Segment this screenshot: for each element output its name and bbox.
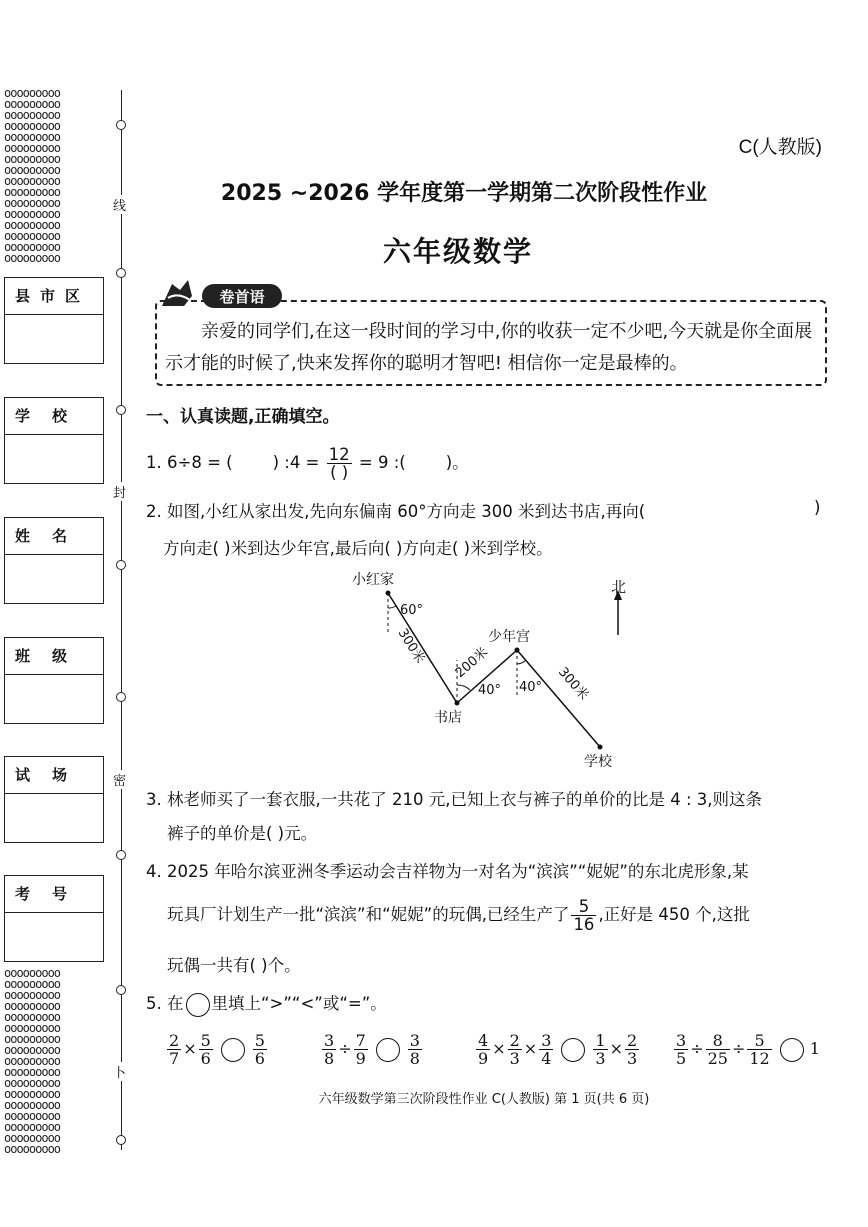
compare-answer-circle[interactable]	[561, 1038, 585, 1062]
q1-fraction-numerator: 12	[328, 445, 350, 464]
question-3-line-1: 3. 林老师买了一套衣服,一共花了 210 元,已知上衣与裤子的单价的比是 4 : 3,则这条	[146, 790, 762, 809]
info-field-label: 县市区	[5, 278, 103, 315]
q4-text-b: ,正好是 450 个,这批	[598, 905, 750, 924]
question-4-line-1: 4. 2025 年哈尔滨亚洲冬季运动会吉祥物为一对名为“滨滨”“妮妮”的东北虎形象,某	[146, 862, 749, 881]
binding-char-seal: 封	[113, 482, 126, 501]
operator: ×	[523, 1039, 538, 1058]
decorative-dot-pattern-top: ooooooooo ooooooooo ooooooooo ooooooooo ooooooooo ooooooooo ooooooooo ooooooooo ooooooooo ooooooooo ooooooooo ooooooooo ooooooooo ooooooooo ooooooooo ooooooooo	[4, 86, 61, 265]
frac-num: 7	[355, 1031, 366, 1050]
label-north: 北	[611, 578, 627, 596]
q1-number: 1.	[146, 453, 162, 472]
frac-den: 9	[355, 1049, 366, 1068]
binding-ring	[116, 405, 126, 415]
info-field-blank[interactable]	[5, 435, 103, 483]
label-home: 小红家	[352, 572, 394, 588]
operator: ×	[492, 1039, 506, 1058]
frac-num: 3	[676, 1031, 687, 1050]
frac-num: 3	[409, 1031, 420, 1050]
q4-fraction	[571, 898, 596, 933]
point-bookstore	[455, 701, 460, 706]
greeting-tag: 卷首语	[219, 288, 265, 306]
binding-ring	[116, 850, 126, 860]
q4-fraction-denominator: 16	[573, 915, 595, 934]
label-angle-40-b: 40°	[519, 680, 543, 695]
point-palace	[515, 648, 520, 653]
point-home	[386, 591, 391, 596]
binding-char-bottom: 卜	[113, 1062, 126, 1081]
frac-num: 2	[626, 1031, 638, 1050]
compare-expression-2	[320, 1032, 424, 1067]
info-field-label: 班级	[5, 638, 103, 675]
compare-expression-3	[474, 1032, 641, 1067]
info-field-blank[interactable]	[5, 555, 103, 603]
question-3-line-2: 裤子的单价是( )元。	[167, 824, 318, 843]
question-2-line-1-end: )	[814, 498, 821, 517]
frac-den: 8	[409, 1049, 420, 1068]
exam-title: 2025 ~2026 学年度第一学期第二次阶段性作业	[220, 181, 708, 206]
frac-den: 25	[707, 1049, 728, 1068]
compare-expression-4	[672, 1032, 820, 1067]
greeting-logo-icon	[158, 276, 286, 312]
info-field-label: 姓名	[5, 518, 103, 555]
info-field-class[interactable]	[4, 637, 104, 724]
frac-den: 5	[676, 1049, 687, 1068]
q4-fraction-numerator: 5	[571, 898, 596, 916]
frac-den: 6	[254, 1049, 265, 1068]
frac-den: 3	[626, 1049, 638, 1068]
q1-fraction-denominator-blank[interactable]: ( )	[330, 463, 349, 482]
question-2-line-1: 2. 如图,小红从家出发,先向东偏南 60°方向走 300 米到达书店,再向(	[146, 502, 646, 521]
label-angle-60: 60°	[400, 603, 424, 618]
q4-text-a: 玩具厂计划生产一批“滨滨”和“妮妮”的玩偶,已经生产了	[167, 905, 570, 924]
point-school	[598, 745, 603, 750]
frac-num: 2	[169, 1031, 180, 1050]
binding-ring	[116, 1135, 126, 1145]
info-field-blank[interactable]	[5, 675, 103, 723]
compare-circle-icon	[186, 993, 210, 1017]
label-distance-300-a: 300米	[394, 626, 428, 667]
operator: ÷	[731, 1039, 746, 1058]
info-field-label: 考号	[5, 876, 103, 913]
frac-num: 3	[324, 1031, 335, 1050]
frac-num: 5	[747, 1032, 771, 1050]
info-field-label: 学校	[5, 398, 103, 435]
q5-text-a: 5. 在	[146, 994, 184, 1013]
label-school: 学校	[584, 754, 612, 770]
frac-num: 5	[254, 1031, 265, 1050]
compare-answer-circle[interactable]	[376, 1038, 400, 1062]
label-distance-300-b: 300米	[554, 664, 592, 704]
question-2-line-2: 方向走( )米到达少年宫,最后向( )方向走( )米到学校。	[163, 539, 553, 558]
q1-part-a: 6÷8 = (	[167, 453, 233, 472]
page-footer: 六年级数学第三次阶段性作业 C(人教版) 第 1 页(共 6 页)	[318, 1092, 650, 1107]
frac-num: 2	[509, 1031, 520, 1050]
info-field-blank[interactable]	[5, 913, 103, 961]
info-field-label: 试场	[5, 757, 103, 794]
frac-num: 8	[706, 1032, 730, 1050]
frac-num: 3	[541, 1031, 552, 1050]
question-4-line-3: 玩偶一共有( )个。	[167, 956, 301, 975]
binding-char-line: 线	[113, 195, 126, 214]
frac-den: 3	[595, 1049, 606, 1068]
compare-answer-circle[interactable]	[780, 1038, 804, 1062]
frac-den: 7	[169, 1049, 180, 1068]
q5-text-b: 里填上“>”“<”或“=”。	[211, 994, 387, 1013]
binding-ring	[116, 120, 126, 130]
operator: ÷	[690, 1039, 704, 1058]
question-5	[146, 990, 387, 1017]
info-field-school[interactable]	[4, 397, 104, 484]
q1-fraction	[327, 446, 352, 481]
angle-arc-40-a	[457, 685, 470, 690]
question-4-line-2	[167, 898, 750, 933]
label-distance-200: 200米	[452, 644, 492, 682]
frac-den: 6	[200, 1049, 211, 1068]
angle-arc-60	[388, 606, 396, 608]
operator: ×	[609, 1039, 623, 1058]
label-angle-40-a: 40°	[478, 683, 502, 698]
q1-part-c: = 9 :(	[358, 453, 406, 472]
frac-den: 3	[509, 1049, 520, 1068]
subject-title: 六年级数学	[382, 235, 533, 268]
info-field-blank[interactable]	[5, 315, 103, 363]
compare-value: 1	[809, 1039, 820, 1058]
info-field-blank[interactable]	[5, 794, 103, 842]
question-1	[146, 446, 469, 481]
info-field-exam-room[interactable]	[4, 756, 104, 843]
info-field-exam-number[interactable]	[4, 875, 104, 962]
operator: ÷	[338, 1039, 352, 1058]
compare-answer-circle[interactable]	[221, 1038, 245, 1062]
info-field-name[interactable]	[4, 517, 104, 604]
binding-ring	[116, 985, 126, 995]
angle-arc-40-b	[517, 660, 526, 664]
decorative-dot-pattern-bottom: ooooooooo ooooooooo ooooooooo ooooooooo ooooooooo ooooooooo ooooooooo ooooooooo ooooooooo ooooooooo ooooooooo ooooooooo ooooooooo ooooooooo ooooooooo ooooooooo ooooooooo	[4, 966, 61, 1156]
frac-num: 4	[478, 1031, 489, 1050]
frac-num: 1	[595, 1031, 606, 1050]
frac-num: 5	[200, 1031, 211, 1050]
frac-den: 4	[541, 1049, 552, 1068]
path-palace-to-school	[517, 650, 600, 747]
edition-label: C(人教版)	[738, 137, 822, 158]
label-palace: 少年宫	[488, 629, 530, 645]
label-bookstore: 书店	[434, 710, 462, 726]
binding-ring	[116, 692, 126, 702]
greeting-text: 亲爱的同学们,在这一段时间的学习中,你的收获一定不少吧,今天就是你全面展示才能的时候了,快来发挥你的聪明才智吧! 相信你一定是最棒的。	[165, 321, 813, 374]
frac-den: 8	[324, 1049, 335, 1068]
frac-den: 9	[478, 1049, 489, 1068]
q1-part-b: ) :4 =	[272, 453, 320, 472]
q1-part-d: )。	[445, 453, 469, 472]
route-diagram	[330, 560, 650, 775]
info-field-county[interactable]	[4, 277, 104, 364]
section-heading: 一、认真读题,正确填空。	[146, 407, 340, 427]
frac-den: 12	[749, 1049, 770, 1068]
operator: ×	[183, 1039, 197, 1058]
compare-expression-1	[165, 1032, 269, 1067]
binding-char-secret: 密	[113, 770, 126, 789]
binding-ring	[116, 560, 126, 570]
